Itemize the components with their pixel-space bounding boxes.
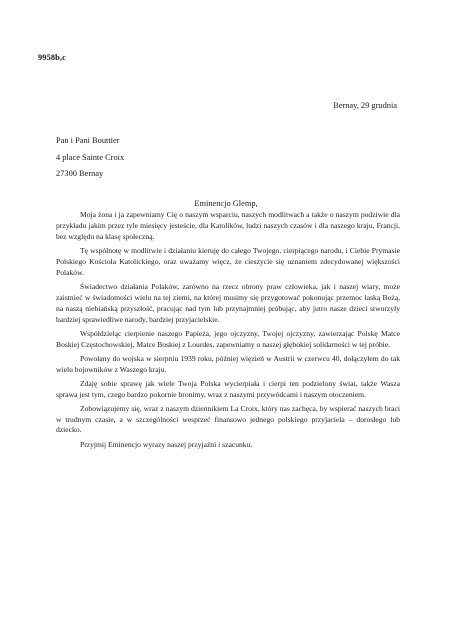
recipient-street: 4 place Sainte Croix <box>56 152 125 162</box>
salutation: Eminencjo Glemp, <box>194 199 258 208</box>
body-paragraph: Zobowiązujemy się, wraz z naszym dziennikiem La Croix, który nas zachęca, by wspierać naszych braci w trudnym czasie, a w szczególności wesprzeć finansowo jednego polskiego przyjaciela – dorosłego lub dziecko. <box>56 403 400 435</box>
letter-body <box>56 210 400 454</box>
body-paragraph: Tę wspólnotę w modlitwie i działaniu kieruję do całego Twojego, cierpiącego narodu, i Ciebie Prymasie Polskiego Kościoła Katolickiego, oraz uważamy więcz, że cieszycie się uznaniem zdecydowanej większości Polaków. <box>56 245 400 277</box>
reference-number: 9958b,c <box>38 53 66 62</box>
body-paragraph: Powołany do wojska w sierpniu 1939 roku, później więzień w Austrii w czerwcu 40, dołączyłem do tak wielu bojowników z Waszego kraju. <box>56 353 400 374</box>
body-paragraph: Współdzieląc cierpienie naszego Papieża, jego ojczyzny, Twojej ojczyzny, zawierzając Polskę Matce Boskiej Częstochowskiej, Matce Boskiej z Lourdes, zapewniamy o naszej głębokiej solidarności w tej próbie. <box>56 328 400 349</box>
recipient-name: Pan i Pani Bouttier <box>56 136 120 145</box>
body-paragraph: Zdaję sobie sprawę jak wiele Twoja Polska wycierpiała i cierpi ten podzielony świat, także Wasza sprawa jest tym, czego bardzo pokornie bronimy, wraz z naszymi przywódcami i naszym otoczeniem. <box>56 378 400 399</box>
body-paragraph: Świadectwo działania Polaków, zarówno na rzecz obrony praw człowieka, jak i naszej wiary, może zaistnieć w świadomości wielu na tej ziemi, na której musimy się przygotować pokonując przemoc łaską Bożą, na naszą niebiańską przyszłość, pracując nad tym lub przynajmniej próbując, aby jutro nasze dzieci stworzyły bardziej sprawiedliwe narody, bardziej przyjacielskie. <box>56 281 400 324</box>
letter-date: Bernay, 29 grudnia <box>333 101 397 110</box>
body-paragraph: Moja żona i ja zapewniamy Cię o naszym wsparciu, naszych modlitwach a także o naszym podziwie dla przykładu jakim przez tyle miesięcy jesteście, dla Katolików, ludzi naszych czasów i dla naszego kraju, Francji, bez względu na klasę społeczną. <box>56 210 400 241</box>
recipient-address <box>56 133 124 183</box>
recipient-city: 27300 Bernay <box>56 169 104 178</box>
closing-line: Przyjmij Eminencjo wyrazy naszej przyjaźni i szacunku. <box>80 439 253 449</box>
